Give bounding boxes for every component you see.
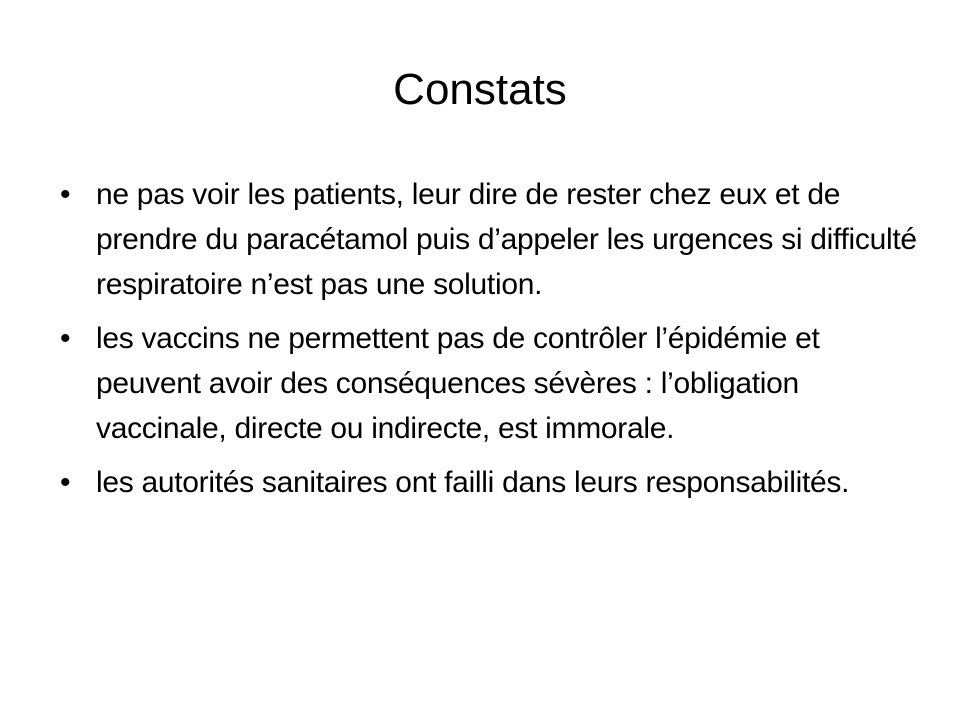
bullet-item [58,172,918,307]
bullet-marker: • [60,466,71,499]
bullet-text: les vaccins ne permettent pas de contrôler l’épidémie et peuvent avoir des conséquences sévères : l’obligation vaccinale, directe ou indirecte, est immorale. [96,322,820,445]
bullet-marker: • [60,178,71,211]
bullet-marker: • [60,322,71,355]
bullet-text: les autorités sanitaires ont failli dans leurs responsabilités. [96,466,850,499]
bullet-item [58,316,918,451]
bullet-text: ne pas voir les patients, leur dire de rester chez eux et de prendre du paracétamol puis d’appeler les urgences si difficulté respiratoire n’est pas une solution. [96,178,917,301]
slide-title: Constats [393,65,567,114]
bullet-list [58,172,918,514]
bullet-item [58,460,918,505]
